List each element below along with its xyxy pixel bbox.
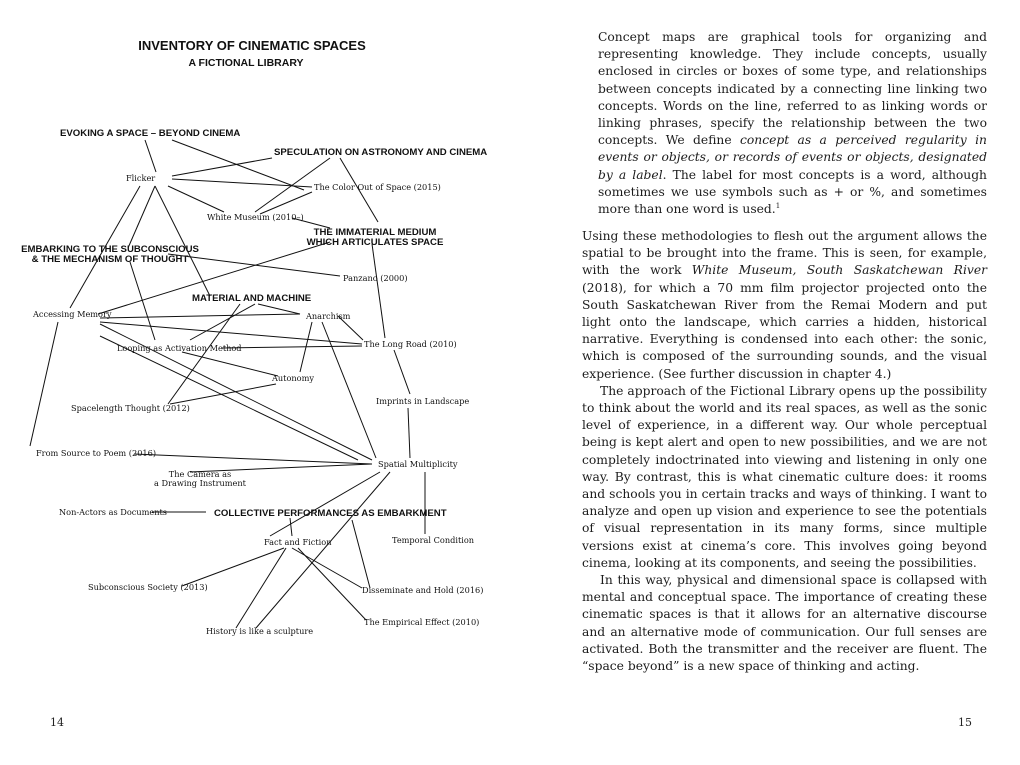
- edge: [290, 518, 292, 536]
- paragraph-1-b: (2018), for which a 70 mm film projector projected onto the South Saskatchewan River from the Remai Modern and put light onto the landscape, which carries a hidden, historical narrative. Everything is condensed into each other: the sonic, which is composed of the surrounding sounds, and the visual experience. (See further discussion in chapter 4.): [582, 280, 987, 381]
- body-text: [582, 228, 987, 675]
- edge: [258, 304, 300, 314]
- edge: [222, 346, 362, 348]
- node-autonomy: Autonomy: [272, 373, 314, 383]
- edge: [128, 186, 155, 248]
- node-spacelength: Spacelength Thought (2012): [71, 403, 190, 413]
- node-imprints: Imprints in Landscape: [376, 396, 470, 406]
- right-page: [510, 0, 1020, 765]
- edge: [408, 408, 410, 458]
- quote-paragraph: [598, 29, 987, 218]
- paragraph-2: The approach of the Fictional Library opens up the possibility to think about the world and its real spaces, as well as the sonic level of experience, in a different way. Our whole perceptual being is kept alert and open to new possibilities, and we are not completely indoctrinated into viewing and listening in only one way. By contrast, this is what cinematic culture does: it rooms and schools you in certain tracks and ways of thinking. I want to analyze and open up vision and experience to see the potentials of visual representation in its many forms, since multiple versions exist at cinema’s core. This involves going beyond cinema, looking at its components, and seeing the possibilities.: [582, 383, 987, 570]
- node-camera-line1: The Camera as: [168, 469, 232, 479]
- work-title: White Museum, South Saskatchewan River: [691, 263, 987, 278]
- edge: [100, 336, 358, 460]
- concept-map-diagram: [0, 0, 510, 700]
- edge: [182, 548, 284, 586]
- node-temporal: Temporal Condition: [392, 535, 475, 545]
- page-number-left: 14: [50, 716, 64, 729]
- node-non-actors: Non-Actors as Documents: [59, 507, 167, 517]
- diagram-title: INVENTORY OF CINEMATIC SPACES: [138, 38, 366, 53]
- edge: [155, 186, 210, 296]
- node-flicker: Flicker: [126, 173, 156, 183]
- edge: [270, 472, 380, 536]
- edge: [372, 244, 385, 338]
- page-number-right: 15: [958, 716, 972, 729]
- heading-embarking-line2: & THE MECHANISM OF THOUGHT: [31, 254, 189, 265]
- node-empirical: The Empirical Effect (2010): [364, 617, 480, 627]
- heading-immaterial-line2: WHICH ARTICULATES SPACE: [306, 237, 444, 248]
- node-long-road: The Long Road (2010): [364, 339, 457, 349]
- diagram-subtitle: A FICTIONAL LIBRARY: [188, 57, 304, 69]
- footnote-marker: 1: [775, 201, 781, 210]
- edge: [130, 262, 155, 340]
- edge: [168, 254, 340, 276]
- edge: [145, 140, 156, 172]
- node-source-to-poem: From Source to Poem (2016): [36, 448, 157, 458]
- paragraph-3: In this way, physical and dimensional space is collapsed with mental and conceptual space. The importance of creating these cinematic spaces is that it allows for an alternative discourse and an alternative mode of communication. Our full senses are activated. Both the transmitter and the receiver are fluent. The “space beyond” is a new space of thinking and acting.: [582, 573, 987, 674]
- heading-speculation: SPECULATION ON ASTRONOMY AND CINEMA: [274, 147, 488, 158]
- edge: [170, 384, 276, 404]
- quote-rest: . The label for most concepts is a word, although sometimes we use symbols such as + or %, and sometimes more than one word is used.: [598, 167, 987, 217]
- heading-material: MATERIAL AND MACHINE: [192, 293, 312, 304]
- edge: [352, 520, 370, 588]
- node-accessing-memory: Accessing Memory: [33, 309, 112, 319]
- edge: [394, 350, 410, 394]
- edge: [236, 548, 286, 628]
- node-white-museum: White Museum (2010–): [207, 212, 304, 222]
- heading-collective: COLLECTIVE PERFORMANCES AS EMBARKMENT: [214, 508, 447, 519]
- edge: [100, 322, 362, 344]
- edge: [172, 158, 272, 176]
- node-camera-line2: a Drawing Instrument: [154, 478, 246, 488]
- node-color-out-of-space: The Color Out of Space (2015): [314, 182, 441, 192]
- heading-evoking: EVOKING A SPACE – BEYOND CINEMA: [60, 128, 241, 139]
- heading-embarking-line1: EMBARKING TO THE SUBCONSCIOUS: [21, 244, 199, 255]
- node-anarchism: Anarchism: [306, 311, 351, 321]
- quote-intro: Concept maps are graphical tools for organizing and representing knowledge. They include concepts, usually enclosed in circles or boxes of some type, and relationships between concepts indicated by a connecting line linking two concepts. Words on the line, referred to as linking words or linking phrases, specify the relationship between the two concepts. We define: [598, 30, 987, 148]
- node-looping: Looping as Activation Method: [117, 343, 242, 353]
- quote-definition: concept as a perceived regularity in events or objects, or records of events or objects, designated by a label: [598, 133, 987, 182]
- heading-immaterial-line1: THE IMMATERIAL MEDIUM: [313, 227, 437, 238]
- edge: [292, 548, 362, 588]
- edge: [168, 186, 224, 212]
- node-panzano: Panzano (2000): [343, 273, 408, 283]
- node-history-sculpture: History is like a sculpture: [206, 626, 314, 636]
- node-spatial-multiplicity: Spatial Multiplicity: [378, 459, 458, 469]
- edge: [256, 472, 390, 628]
- node-subconscious-society: Subconscious Society (2013): [88, 582, 208, 592]
- node-fact-fiction: Fact and Fiction: [264, 537, 332, 547]
- edge: [30, 322, 58, 446]
- node-disseminate: Disseminate and Hold (2016): [362, 585, 484, 595]
- block-quote: [598, 29, 987, 218]
- edge: [100, 314, 300, 318]
- paragraph-1: [582, 228, 987, 383]
- edge: [134, 454, 372, 464]
- paragraph-1-a: Using these methodologies to flesh out the argument allows the spatial to be brought into the frame. This is seen, for example, with the work: [582, 229, 987, 278]
